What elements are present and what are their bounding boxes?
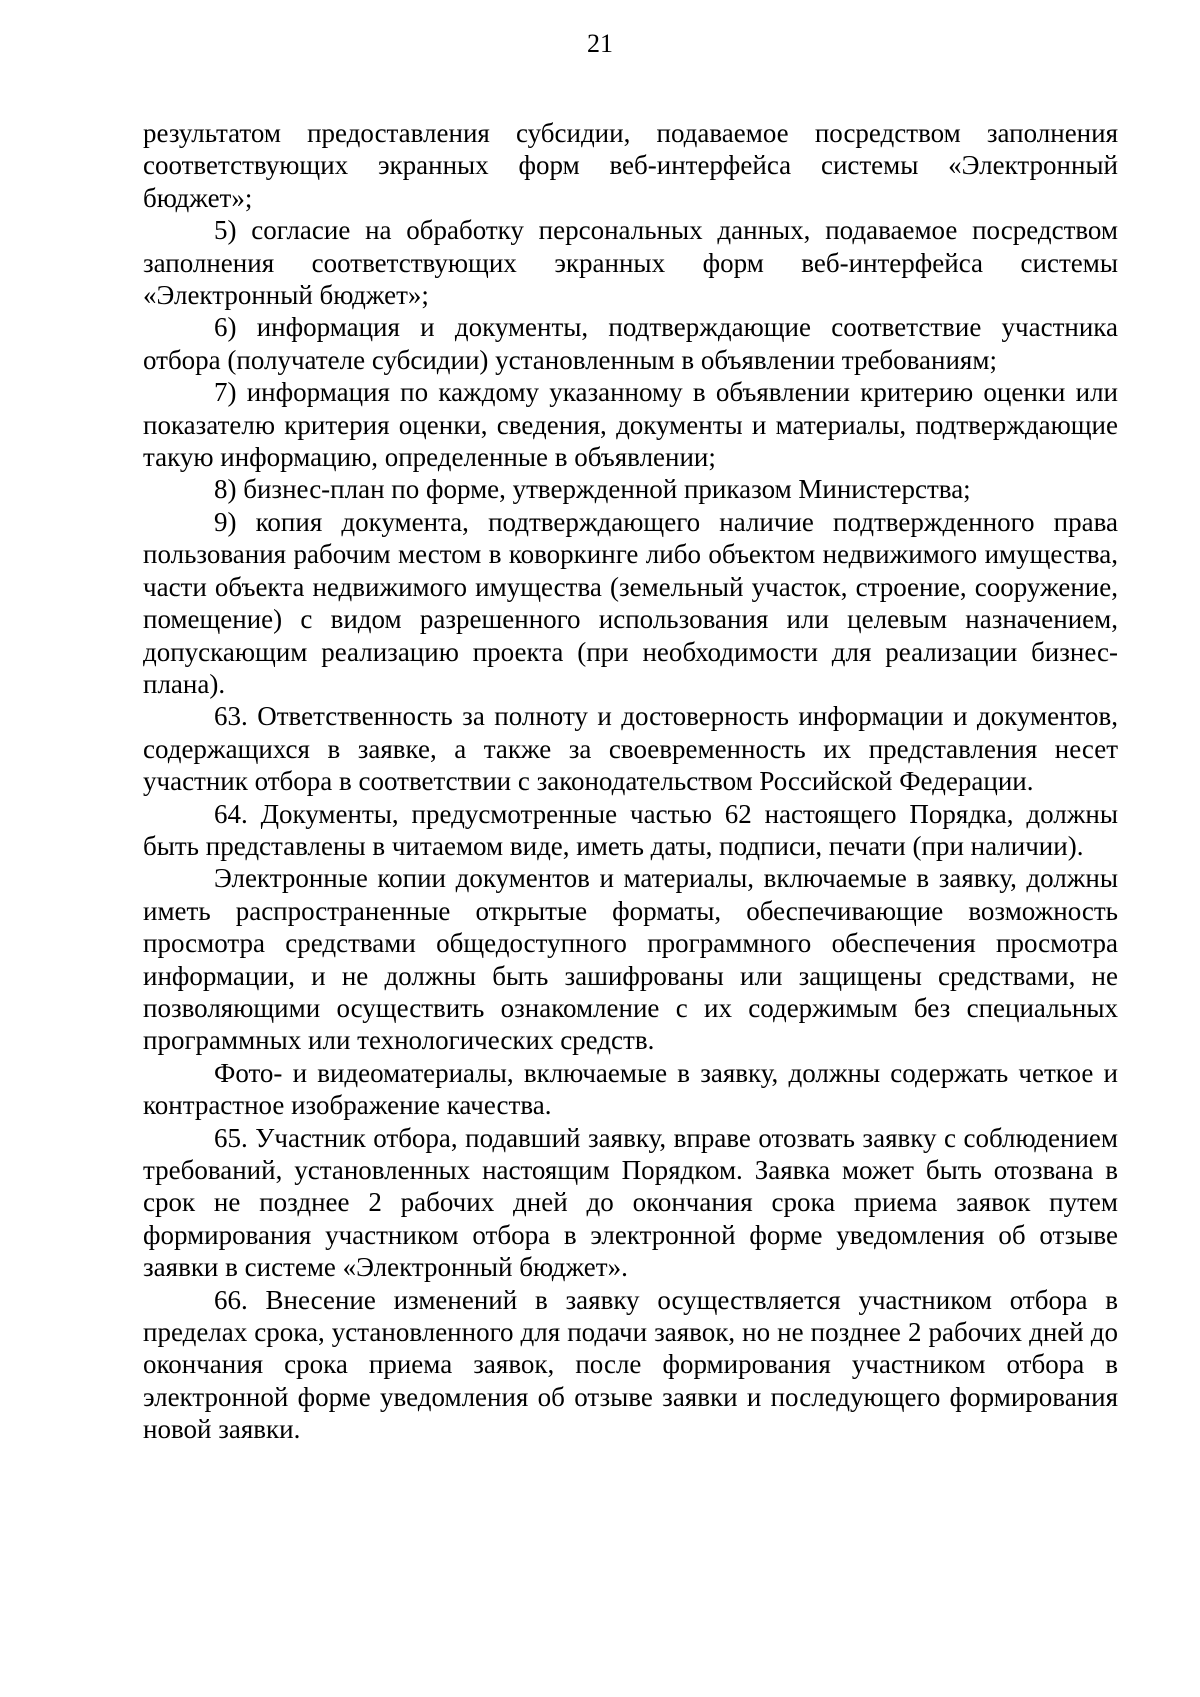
paragraph-item-5: 5) согласие на обработку персональных данных, подаваемое посредством заполнения соответствующих экранных форм веб-интерфейса системы «Электронный бюджет»; (143, 215, 1118, 311)
paragraph-electronic-copies: Электронные копии документов и материалы, включаемые в заявку, должны иметь распространенные открытые форматы, обеспечивающие возможность просмотра средствами общедоступного программного обеспечения просмотра информации, и не должны быть зашифрованы или защищены средствами, не позволяющими осуществить ознакомление с их содержимым без специальных программных или технологических средств. (143, 863, 1118, 1056)
paragraph-item-6: 6) информация и документы, подтверждающие соответствие участника отбора (получателе субсидии) установленным в объявлении требованиям; (143, 312, 1118, 375)
paragraph-section-65: 65. Участник отбора, подавший заявку, вправе отозвать заявку с соблюдением требований, установленных настоящим Порядком. Заявка может быть отозвана в срок не позднее 2 рабочих дней до окончания срока приема заявок путем формирования участником отбора в электронной форме уведомления об отзыве заявки в системе «Электронный бюджет». (143, 1122, 1118, 1283)
page-number: 21 (587, 29, 613, 58)
paragraph-item-9: 9) копия документа, подтверждающего наличие подтвержденного права пользования рабочим местом в коворкинге либо объектом недвижимого имущества, части объекта недвижимого имущества (земельный участок, строение, сооружение, помещение) с видом разрешенного использования или целевым назначением, допускающим реализацию проекта (при необходимости для реализации бизнес-плана). (143, 506, 1118, 699)
paragraph-section-64: 64. Документы, предусмотренные частью 62 настоящего Порядка, должны быть представлены в читаемом виде, иметь даты, подписи, печати (при наличии). (143, 798, 1118, 861)
document-body (143, 117, 1118, 1446)
paragraph-section-66: 66. Внесение изменений в заявку осуществляется участником отбора в пределах срока, установленного для подачи заявок, но не позднее 2 рабочих дней до окончания срока приема заявок, после формирования участником отбора в электронной форме уведомления об отзыве заявки и последующего формирования новой заявки. (143, 1284, 1118, 1445)
paragraph-photo-video: Фото- и видеоматериалы, включаемые в заявку, должны содержать четкое и контрастное изображение качества. (143, 1057, 1118, 1121)
paragraph-continuation: результатом предоставления субсидии, подаваемое посредством заполнения соответствующих экранных форм веб-интерфейса системы «Электронный бюджет»; (143, 118, 1118, 213)
paragraph-item-8: 8) бизнес-план по форме, утвержденной приказом Министерства; (214, 474, 971, 505)
paragraph-section-63: 63. Ответственность за полноту и достоверность информации и документов, содержащихся в заявке, а также за своевременность их представления несет участник отбора в соответствии с законодательством Российской Федерации. (143, 701, 1118, 797)
paragraph-item-7: 7) информация по каждому указанному в объявлении критерию оценки или показателю критерия оценки, сведения, документы и материалы, подтверждающие такую информацию, определенные в объявлении; (143, 377, 1118, 473)
